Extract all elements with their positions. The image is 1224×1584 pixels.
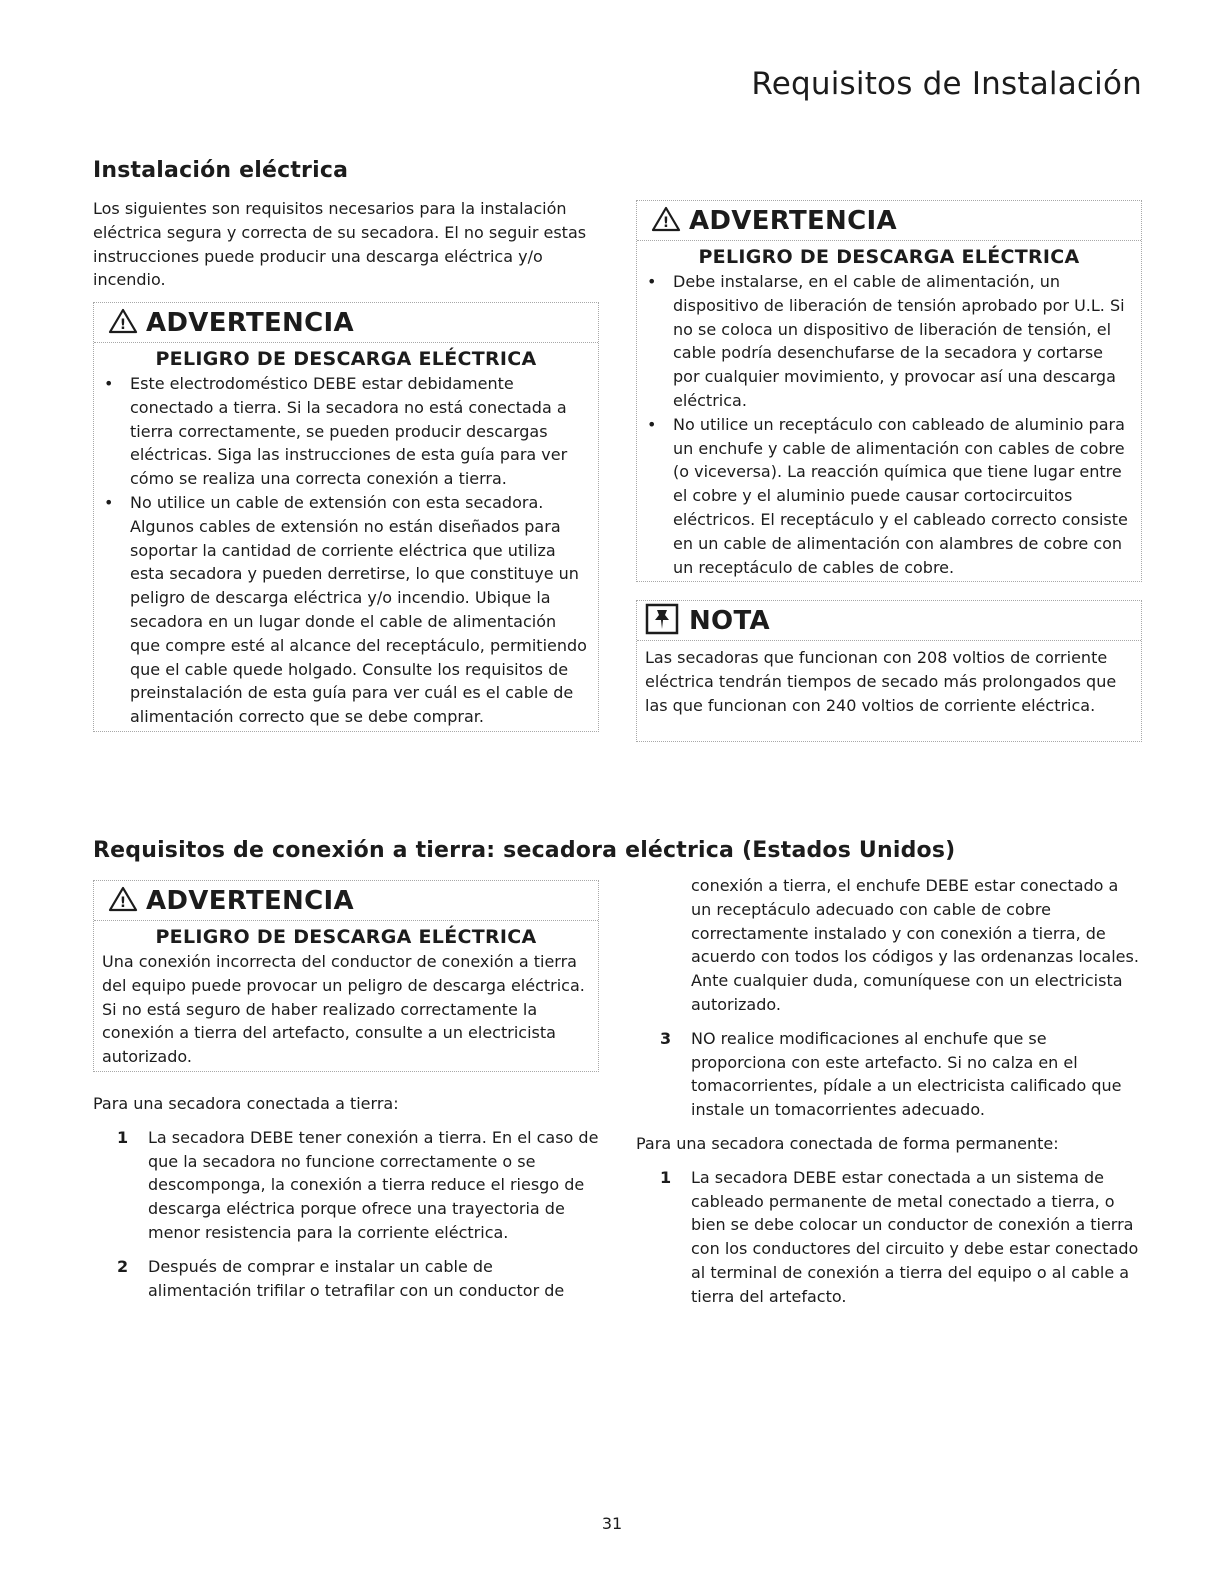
step-number: 2 (117, 1256, 129, 1276)
step-number: 1 (117, 1127, 129, 1147)
grounded-intro: Para una secadora conectada a tierra: (93, 1094, 399, 1113)
warning-bullet: • Este electrodoméstico DEBE estar debidamente conectado a tierra. Si la secadora no está conectada a tierra correctamente, se pueden producir descargas eléctricas. Siga las instrucciones de esta guía para ver cómo se realiza una correcta conexión a tierra. (102, 372, 588, 491)
grounded-steps-cont (636, 1027, 1142, 1122)
step-text: Después de comprar e instalar un cable de alimentación trifilar o tetrafilar con un conductor de (148, 1256, 565, 1300)
hazard-title: PELIGRO DE DESCARGA ELÉCTRICA (155, 348, 537, 370)
note-header (637, 601, 1141, 641)
warning-title: ADVERTENCIA (146, 885, 354, 916)
warning-box-2 (636, 200, 1142, 582)
page-title: Requisitos de Instalación (751, 66, 1142, 102)
step-2-continuation: conexión a tierra, el enchufe DEBE estar conectado a un receptáculo adecuado con cable de cobre correctamente instalado y con conexión a tierra, de acuerdo con todos los códigos y las ordenanzas locales. Ante cualquier duda, comuníquese con un electricista autorizado. (691, 876, 1139, 1014)
grounded-step (93, 1255, 599, 1303)
step-number: 1 (660, 1167, 672, 1187)
step-text: NO realice modificaciones al enchufe que se proporciona con este artefacto. Si no calza en el tomacorrientes, pídale a un electricista calificado que instale un tomacorrientes adecuado. (691, 1028, 1122, 1120)
note-title: NOTA (689, 605, 770, 636)
grounded-step (93, 1126, 599, 1245)
svg-text:!: ! (119, 894, 127, 911)
step-number: 3 (660, 1028, 672, 1048)
warning-triangle-icon (108, 886, 138, 916)
warning-triangle-icon (651, 206, 681, 236)
grounded-dryer-section (93, 1092, 599, 1312)
section-heading-grounding: Requisitos de conexión a tierra: secadora eléctrica (Estados Unidos) (93, 838, 956, 863)
warning-header (637, 201, 1141, 241)
grounded-steps (93, 1126, 599, 1303)
note-pushpin-icon (645, 603, 679, 639)
permanent-step (636, 1166, 1142, 1309)
page-number: 31 (601, 1514, 623, 1533)
section-heading-electrical: Instalación eléctrica (93, 158, 349, 183)
warning-box-3 (93, 880, 599, 1072)
warning-bullet-list (637, 270, 1141, 583)
hazard-title: PELIGRO DE DESCARGA ELÉCTRICA (155, 926, 537, 948)
step-text: La secadora DEBE estar conectada a un sistema de cableado permanente de metal conectado a tierra, o bien se debe colocar un conductor de conexión a tierra con los conductores del circuito y debe estar conectado al terminal de conexión a tierra del equipo o al cable a tierra del artefacto. (691, 1167, 1139, 1306)
warning-title: ADVERTENCIA (146, 307, 354, 338)
warning-text: Una conexión incorrecta del conductor de conexión a tierra del equipo puede provocar un peligro de descarga eléctrica. Si no está seguro de haber realizado correctamente la conexión a tierra del artefacto, consulte a un electricista autorizado. (102, 952, 585, 1067)
hazard-title: PELIGRO DE DESCARGA ELÉCTRICA (698, 246, 1080, 268)
warning-bullet: • No utilice un cable de extensión con esta secadora. Algunos cables de extensión no están diseñados para soportar la cantidad de corriente eléctrica que utiliza esta secadora y pueden derretirse, lo que constituye un peligro de descarga eléctrica y/o incendio. Ubique la secadora en un lugar donde el cable de alimentación que compre esté al alcance del receptáculo, permitiendo que el cable quede holgado. Consulte los requisitos de preinstalación de esta guía para ver cuál es el cable de alimentación correcto que se debe comprar. (102, 491, 588, 729)
warning-triangle-icon (108, 308, 138, 338)
warning-bullet: • Debe instalarse, en el cable de alimentación, un dispositivo de liberación de tensión aprobado por U.L. Si no se coloca un dispositivo de liberación de tensión, el cable podría desenchufarse de la secadora y cortarse por cualquier movimiento, y provocar así una descarga eléctrica. (645, 270, 1131, 413)
step-text: La secadora DEBE tener conexión a tierra. En el caso de que la secadora no funcione correctamente o se descomponga, la conexión a tierra reduce el riesgo de descarga eléctrica porque ofrece una trayectoria de menor resistencia para la corriente eléctrica. (148, 1127, 599, 1242)
warning-bullet-list (94, 372, 598, 733)
note-text: Las secadoras que funcionan con 208 voltios de corriente eléctrica tendrán tiempos de secado más prolongados que las que funcionan con 240 voltios de corriente eléctrica. (645, 648, 1117, 715)
right-column-grounding (636, 874, 1142, 1319)
warning-bullet: • No utilice un receptáculo con cableado de aluminio para un enchufe y cable de alimentación con cables de cobre (o viceversa). La reacción química que tiene lugar entre el cobre y el aluminio puede causar cortocircuitos eléctricos. El receptáculo y el cableado correcto consiste en un cable de alimentación con alambres de cobre con un receptáculo de cables de cobre. (645, 413, 1131, 580)
note-box (636, 600, 1142, 742)
permanent-intro: Para una secadora conectada de forma permanente: (636, 1133, 1059, 1153)
permanent-steps (636, 1166, 1142, 1309)
grounded-step (636, 1027, 1142, 1122)
section-intro-electrical: Los siguientes son requisitos necesarios para la instalación eléctrica segura y correcta de su secadora. El no seguir estas instrucciones puede producir una descarga eléctrica y/o incendio. (93, 199, 587, 290)
warning-box-1 (93, 302, 599, 732)
warning-header (94, 881, 598, 921)
warning-title: ADVERTENCIA (689, 205, 897, 236)
warning-header (94, 303, 598, 343)
svg-text:!: ! (662, 214, 670, 231)
svg-text:!: ! (119, 316, 127, 333)
